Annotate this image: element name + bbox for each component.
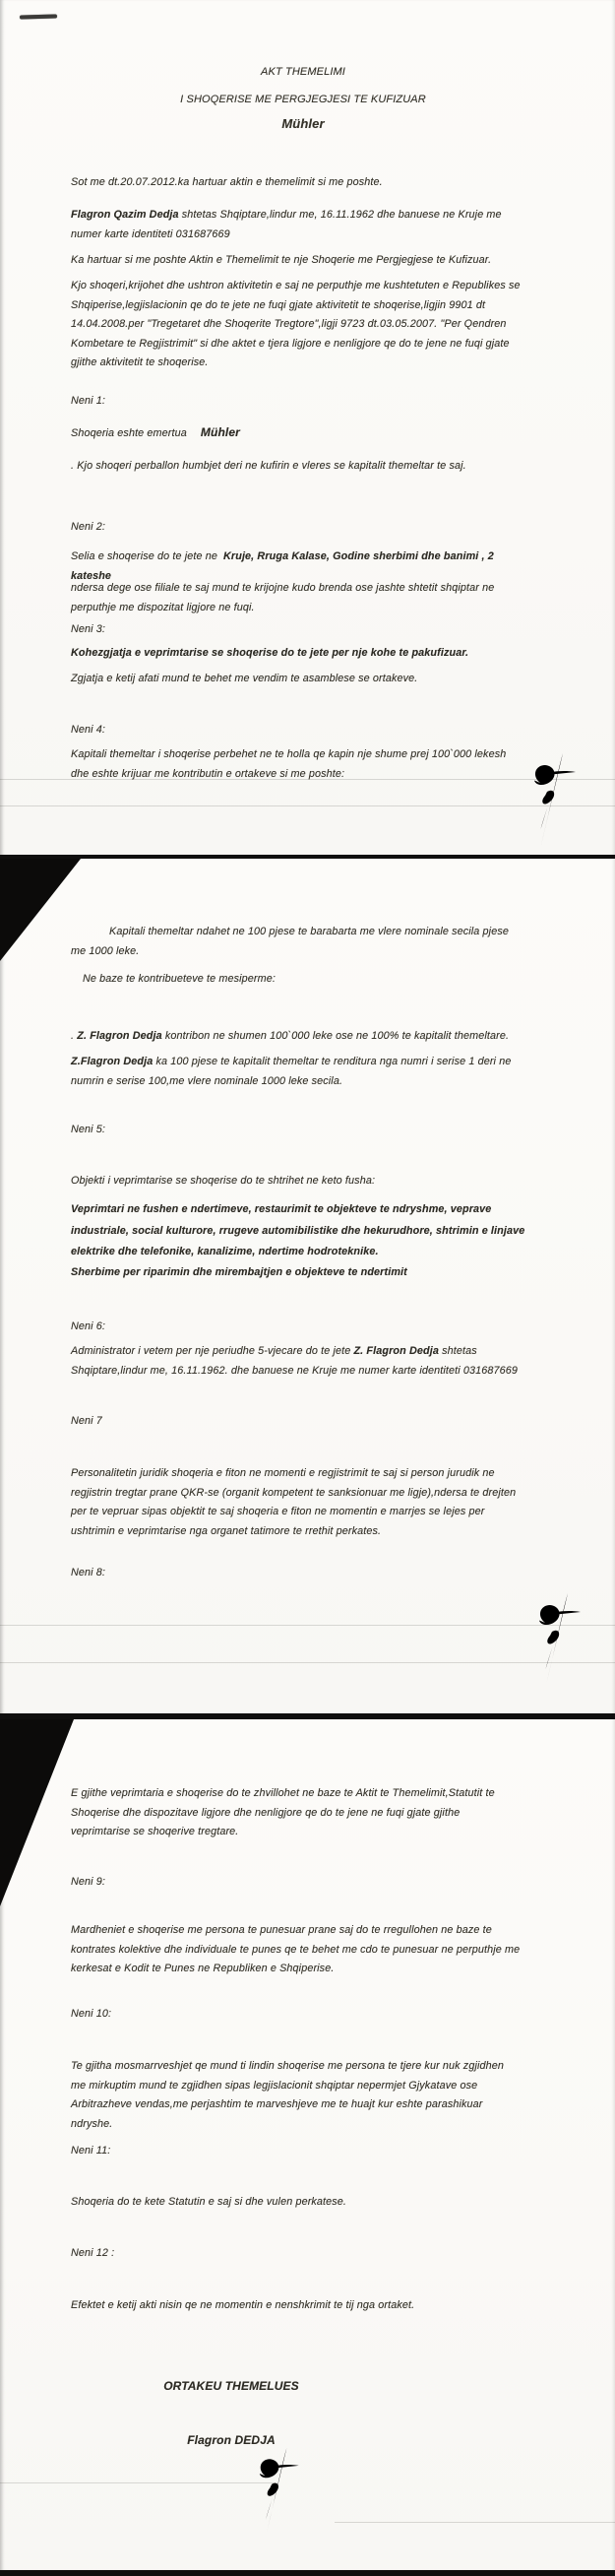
page-2 (0, 859, 615, 1713)
paragraph-duration: Kohezgjatja e veprimtarise se shoqerise do te jete per nje kohe te pakufizuar. (71, 647, 469, 659)
paragraph-branches: ndersa dege ose filiale te saj mund te krijojne kudo brenda ose jashte shtetit shqiptar ne perputhje me dispozitat ligjore ne fuqi. (71, 582, 495, 613)
scan-artifact-line (0, 1625, 615, 1626)
document-subtitle: I SHOQERISE ME PERGJEGJESI TE KUFIZUAR (180, 94, 426, 105)
paragraph-duration-extension: Zgjatja e ketij afati mund te behet me vendim te asamblese se ortakeve. (71, 673, 418, 684)
paragraph-company-naming (71, 423, 522, 444)
scan-dash-artifact (20, 15, 57, 20)
founder-signature-icon (244, 2445, 305, 2539)
page-3 (0, 1719, 615, 2570)
article-label-neni-10: Neni 10: (71, 2008, 112, 2020)
article-label-neni-11: Neni 11: (71, 2145, 111, 2157)
paragraph-founder-identity (71, 206, 522, 244)
scan-artifact-line (0, 2482, 276, 2483)
article-label-neni-3: Neni 3: (71, 623, 106, 635)
paragraph-administrator (71, 1342, 522, 1381)
scan-artifact-line (0, 1662, 615, 1663)
naming-lead: Shoqeria eshte emertua (71, 427, 187, 439)
article-label-neni-7: Neni 7 (71, 1415, 102, 1427)
shareholder-name: Z.Flagron Dedja (71, 1056, 154, 1067)
paragraph-services: Sherbime per riparimin dhe mirembajtjen e objekteve te ndertimit (71, 1266, 407, 1278)
contribution-details: kontribon ne shumen 100`000 leke ose ne 100% te kapitalit themeltare. (161, 1030, 510, 1042)
company-name-inline: Mühler (200, 425, 240, 439)
administrator-lead: Administrator i vetem per nje periudhe 5-vjecare do te jete (71, 1345, 354, 1357)
paragraph-legal-personality: Personalitetin juridik shoqeria e fiton ne momenti e regjistrimit te saj si person jurudik ne regjistrin tregtar prane QKR-se (organit kompetent te sanksionuar me ligje),ndersa te drejten per te vepruar sipas objektit te saj shoqeria e fiton ne momentin e marrjes se lejes per ushtrimin e veprimtarise nga organet tatimore te rrethit perkates. (71, 1467, 517, 1537)
paragraph-intro-date: Sot me dt.20.07.2012.ka hartuar aktin e themelimit si me poshte. (71, 176, 383, 188)
founder-details: shtetas Shqiptare,lindur me, 16.11.1962 dhe banuese ne Kruje me numer karte identiteti 031687669 (71, 209, 502, 240)
page-1 (0, 0, 615, 855)
paragraph-contribution (71, 1027, 522, 1047)
paragraph-activity-fields: Veprimtari ne fushen e ndertimeve, restaurimit te objekteve te ndryshme, veprave industriale, social kulturore, rrugeve automibilistike dhe hekurudhore, shtrimin e linjave elektrike dhe telefonike, kanalizime, ndertime hodroteknike. (71, 1203, 525, 1257)
article-label-neni-8: Neni 8: (71, 1567, 106, 1578)
paragraph-object-lead: Objekti i veprimtarise se shoqerise do te shtrihet ne keto fusha: (71, 1175, 376, 1187)
administrator-name: Z. Flagron Dedja (353, 1345, 439, 1357)
paragraph-capital: Kapitali themeltar i shoqerise perbehet ne te holla qe kapin nje shume prej 100`000 lekesh dhe eshte krijuar me kontributin e ortakeve si me poshte: (71, 748, 507, 780)
scanner-corner-artifact (0, 1719, 74, 1906)
paragraph-capital-split: Kapitali themeltar ndahet ne 100 pjese te barabarta me vlere nominale secila pjese me 1000 leke. (71, 926, 509, 957)
paragraph-legal-basis: Kjo shoqeri,krijohet dhe ushtron aktivitetin e saj ne perputhje me kushtetuten e Republikes se Shqiperise,legjislacionin qe do te jete ne fuqi gjate aktivitetit te shoqerise,ligjin 9901 dt 14.04.2008.per "Tregetaret dhe Shoqerite Tregtore",ligji 9723 dt.03.05.2007. "Per Qendren Kombetare te Regjistrimit" si dhe aktet e tjera ligjore e nenligjore qe do te jene ne fuqi gjate gjithe aktivitetit te shoqerise. (71, 280, 521, 368)
scanner-corner-artifact (0, 859, 81, 961)
article-label-neni-2: Neni 2: (71, 521, 106, 533)
article-label-neni-4: Neni 4: (71, 724, 106, 736)
founder-heading: ORTAKEU THEMELUES (163, 2379, 299, 2393)
founder-signature-icon (524, 1590, 585, 1689)
paragraph-shares (71, 1053, 522, 1091)
company-name-heading: Mühler (281, 116, 325, 131)
paragraph-liability-note: . Kjo shoqeri perballon humbjet deri ne kufirin e vleres se kapitalit themeltar te saj. (71, 460, 466, 472)
article-label-neni-12: Neni 12 : (71, 2247, 115, 2259)
founder-signature-icon (520, 750, 581, 849)
paragraph-disputes: Te gjitha mosmarrveshjet qe mund ti lindin shoqerise me persona te tjere kur nuk zgjidhen me mirkuptim mund te zgjidhen sipas legjislacionit shqiptar nepermjet Gjykatave ose Arbitrazheve vendas,me perjashtim te marveshjeve me te huajt kur eshte parashikuar ndryshe. (71, 2060, 504, 2130)
paragraph-activity-scope: E gjithe veprimtaria e shoqerise do te zhvillohet ne baze te Aktit te Themelimit,Statutit te Shoqerise dhe dispozitave ligjore dhe nenligjore qe do te jene ne fuqi gjate gjithe veprimtarise se shoqerive tregtare. (71, 1787, 495, 1837)
contribution-prefix: . (71, 1030, 78, 1042)
article-label-neni-6: Neni 6: (71, 1320, 106, 1332)
administrator-details: shtetas Shqiptare,lindur me, 16.11.1962. dhe banuese ne Kruje me numer karte identiteti 031687669 (71, 1345, 519, 1377)
scan-artifact-line (335, 2522, 615, 2523)
paragraph-contributions-lead: Ne baze te kontribueteve te mesiperme: (83, 973, 277, 985)
founder-name: Flagron Qazim Dedja (71, 209, 179, 221)
paragraph-drafted: Ka hartuar si me poshte Aktin e Themelimit te nje Shoqerie me Pergjegjese te Kufizuar. (71, 254, 492, 266)
founder-signature-name: Flagron DEDJA (187, 2433, 276, 2447)
paragraph-statute-seal: Shoqeria do te kete Statutin e saj si dhe vulen perkatese. (71, 2196, 347, 2208)
article-label-neni-9: Neni 9: (71, 1876, 106, 1888)
contributor-name: Z. Flagron Dedja (77, 1030, 162, 1042)
paragraph-employment: Mardheniet e shoqerise me persona te punesuar prane saj do te rregullohen ne baze te kontrates kolektive dhe individuale te punes qe te behet me cdo te punesuar ne perputhje me kerkesat e Kodit te Punes ne Republiken e Shqiperise. (71, 1924, 521, 1974)
seat-address: Kruje, Rruga Kalase, Godine sherbimi dhe banimi , 2 kateshe (71, 550, 494, 582)
shares-details: ka 100 pjese te kapitalit themeltar te renditura nga numri i serise 1 deri ne numrin e serise 100,me vlere nominale 1000 leke secila. (71, 1056, 512, 1087)
article-label-neni-1: Neni 1: (71, 395, 106, 407)
article-label-neni-5: Neni 5: (71, 1124, 106, 1135)
seat-lead: Selia e shoqerise do te jete ne (71, 550, 217, 562)
document-title: AKT THEMELIMI (261, 66, 345, 78)
paragraph-effects: Efektet e ketij akti nisin qe ne momentin e nenshkrimit te tij nga ortaket. (71, 2299, 415, 2311)
